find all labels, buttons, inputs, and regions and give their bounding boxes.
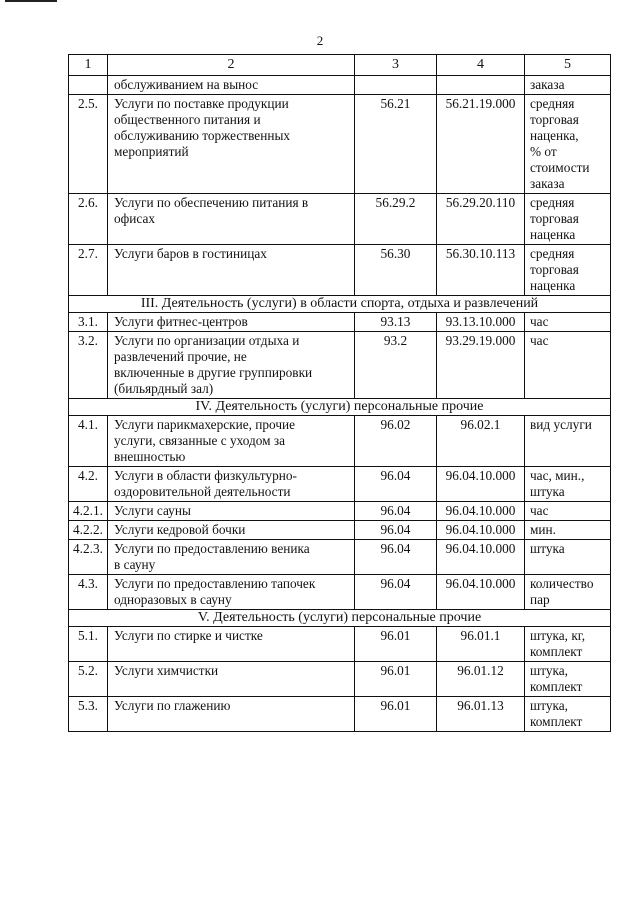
service-name: Услуги по организации отдыха и развлечений прочие, не включенные в другие группировки (бильярдный зал) — [108, 332, 355, 399]
okpd-code: 56.21.19.000 — [437, 95, 525, 194]
unit-of-measure: мин. — [525, 521, 611, 540]
okved-code: 96.04 — [355, 540, 437, 575]
table-row — [69, 697, 611, 732]
table-row — [69, 575, 611, 610]
okved-code: 93.13 — [355, 313, 437, 332]
section-heading-row — [69, 399, 611, 416]
okved-code: 96.01 — [355, 697, 437, 732]
row-number: 5.2. — [69, 662, 108, 697]
okpd-code: 96.01.1 — [437, 627, 525, 662]
unit-of-measure: вид услуги — [525, 416, 611, 467]
okved-code: 56.30 — [355, 245, 437, 296]
table-row — [69, 194, 611, 245]
row-number: 2.6. — [69, 194, 108, 245]
okved-code: 96.01 — [355, 662, 437, 697]
header-cell: 3 — [355, 55, 437, 76]
service-name: Услуги по предоставлению веника в сауну — [108, 540, 355, 575]
service-name: Услуги по поставке продукции общественного питания и обслуживанию торжественных мероприятий — [108, 95, 355, 194]
okpd-code: 96.01.13 — [437, 697, 525, 732]
section-heading-row — [69, 296, 611, 313]
table-row — [69, 416, 611, 467]
unit-of-measure: штука, кг, комплект — [525, 627, 611, 662]
table-row — [69, 313, 611, 332]
unit-of-measure: количество пар — [525, 575, 611, 610]
okved-code: 96.04 — [355, 502, 437, 521]
header-cell: 1 — [69, 55, 108, 76]
okved-code: 96.01 — [355, 627, 437, 662]
table-row — [69, 245, 611, 296]
service-name: Услуги по предоставлению тапочек одноразовых в сауну — [108, 575, 355, 610]
services-table — [68, 54, 611, 732]
section-title: III. Деятельность (услуги) в области спорта, отдыха и развлечений — [69, 296, 611, 313]
unit-of-measure: час — [525, 313, 611, 332]
okved-code: 56.29.2 — [355, 194, 437, 245]
row-number: 4.3. — [69, 575, 108, 610]
unit-of-measure: час, мин., штука — [525, 467, 611, 502]
okpd-code: 96.02.1 — [437, 416, 525, 467]
row-number: 5.1. — [69, 627, 108, 662]
row-number: 2.7. — [69, 245, 108, 296]
header-cell: 2 — [108, 55, 355, 76]
row-number: 3.2. — [69, 332, 108, 399]
unit-of-measure: штука — [525, 540, 611, 575]
top-rule — [5, 0, 57, 2]
header-row — [69, 55, 611, 76]
section-title: V. Деятельность (услуги) персональные прочие — [69, 610, 611, 627]
okpd-code: 56.29.20.110 — [437, 194, 525, 245]
unit-of-measure: час — [525, 332, 611, 399]
page-number: 2 — [316, 33, 324, 48]
okpd-code: 96.04.10.000 — [437, 502, 525, 521]
unit-of-measure: средняя торговая наценка — [525, 245, 611, 296]
row-number: 4.2.1. — [69, 502, 108, 521]
service-name: Услуги сауны — [108, 502, 355, 521]
okved-code: 56.21 — [355, 95, 437, 194]
service-name: Услуги кедровой бочки — [108, 521, 355, 540]
okved-code: 93.2 — [355, 332, 437, 399]
unit-of-measure: час — [525, 502, 611, 521]
unit-of-measure: штука, комплект — [525, 662, 611, 697]
service-name: обслуживанием на вынос — [108, 76, 355, 95]
service-name: Услуги по обеспечению питания в офисах — [108, 194, 355, 245]
okpd-code — [437, 76, 525, 95]
okpd-code: 93.29.19.000 — [437, 332, 525, 399]
service-name: Услуги химчистки — [108, 662, 355, 697]
okved-code: 96.04 — [355, 575, 437, 610]
row-number: 4.2.3. — [69, 540, 108, 575]
table-row — [69, 521, 611, 540]
service-name: Услуги парикмахерские, прочие услуги, связанные с уходом за внешностью — [108, 416, 355, 467]
row-number: 4.2. — [69, 467, 108, 502]
okved-code — [355, 76, 437, 95]
okpd-code: 96.01.12 — [437, 662, 525, 697]
service-name: Услуги по глажению — [108, 697, 355, 732]
table-row — [69, 502, 611, 521]
row-number — [69, 76, 108, 95]
row-number: 4.1. — [69, 416, 108, 467]
table-row — [69, 467, 611, 502]
header-cell: 5 — [525, 55, 611, 76]
service-name: Услуги фитнес-центров — [108, 313, 355, 332]
unit-of-measure: штука, комплект — [525, 697, 611, 732]
table-row — [69, 540, 611, 575]
row-number: 3.1. — [69, 313, 108, 332]
service-name: Услуги в области физкультурно- оздоровительной деятельности — [108, 467, 355, 502]
okpd-code: 96.04.10.000 — [437, 575, 525, 610]
okpd-code: 96.04.10.000 — [437, 467, 525, 502]
table-row — [69, 76, 611, 95]
okved-code: 96.04 — [355, 467, 437, 502]
table-row — [69, 332, 611, 399]
section-heading-row — [69, 610, 611, 627]
okved-code: 96.04 — [355, 521, 437, 540]
table-row — [69, 627, 611, 662]
unit-of-measure: заказа — [525, 76, 611, 95]
okpd-code: 96.04.10.000 — [437, 521, 525, 540]
header-cell: 4 — [437, 55, 525, 76]
okpd-code: 93.13.10.000 — [437, 313, 525, 332]
section-title: IV. Деятельность (услуги) персональные прочие — [69, 399, 611, 416]
okpd-code: 96.04.10.000 — [437, 540, 525, 575]
row-number: 5.3. — [69, 697, 108, 732]
okved-code: 96.02 — [355, 416, 437, 467]
unit-of-measure: средняя торговая наценка, % от стоимости заказа — [525, 95, 611, 194]
row-number: 2.5. — [69, 95, 108, 194]
table-row — [69, 662, 611, 697]
okpd-code: 56.30.10.113 — [437, 245, 525, 296]
table-row — [69, 95, 611, 194]
row-number: 4.2.2. — [69, 521, 108, 540]
unit-of-measure: средняя торговая наценка — [525, 194, 611, 245]
service-name: Услуги по стирке и чистке — [108, 627, 355, 662]
service-name: Услуги баров в гостиницах — [108, 245, 355, 296]
